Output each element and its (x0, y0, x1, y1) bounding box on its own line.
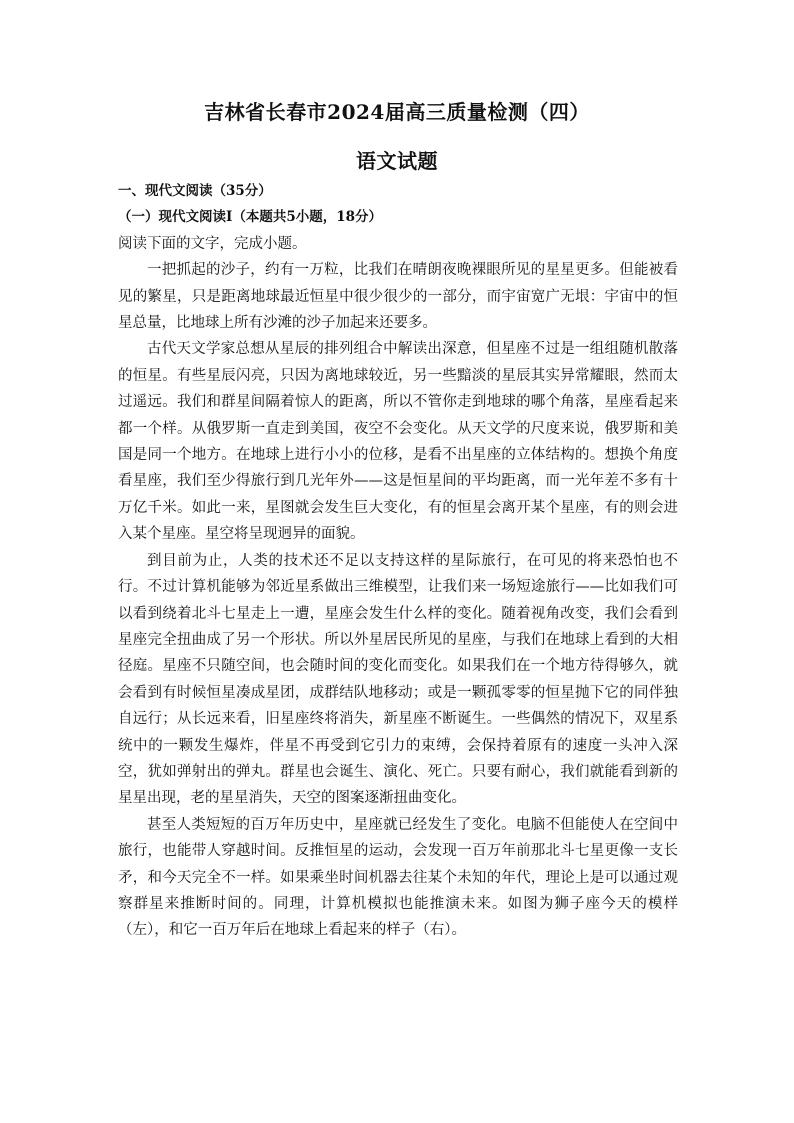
subsection-heading: （一）现代文阅读I（本题共5小题，18分） (118, 209, 382, 226)
exam-title: 吉林省长春市2024届高三质量检测（四） (204, 100, 590, 124)
document-body (118, 178, 678, 944)
passage-paragraph: 古代天文学家总想从星辰的排列组合中解读出深意，但星座不过是一组组随机散落的恒星。有些星辰闪亮，只因为离地球较近，另一些黯淡的星辰其实异常耀眼，然而太过遥远。我们和群星间隔着惊人的距离，所以不管你走到地球的哪个角落，星座看起来都一个样。从俄罗斯一直走到美国，夜空不会变化。从天文学的尺度来说，俄罗斯和美国是同一个地方。在地球上进行小小的位移，是看不出星座的立体结构的。想换个角度看星座，我们至少得旅行到几光年外——这是恒星间的平均距离，而一光年差不多有十万亿千米。如此一来，星图就会发生巨大变化，有的恒星会离开某个星座，有的则会进入某个星座。星空将呈现迥异的面貌。 (118, 341, 678, 543)
section-heading: 一、现代文阅读（35分） (118, 183, 272, 199)
reading-instruction: 阅读下面的文字，完成小题。 (118, 235, 307, 252)
passage-paragraph: 到目前为止，人类的技术还不足以支持这样的星际旅行，在可见的将来恐怕也不行。不过计算机能够为邻近星系做出三维模型，让我们来一场短途旅行——比如我们可以看到绕着北斗七星走上一遭，星座会发生什么样的变化。随着视角改变，我们会看到星座完全扭曲成了另一个形状。所以外星居民所见的星座，与我们在地球上看到的大相径庭。星座不只随空间，也会随时间的变化而变化。如果我们在一个地方待得够久，就会看到有时候恒星凑成星团，成群结队地移动；或是一颗孤零零的恒星抛下它的同伴独自远行；从长远来看，旧星座终将消失，新星座不断诞生。一些偶然的情况下，双星系统中的一颗发生爆炸，伴星不再受到它引力的束缚，会保持着原有的速度一头冲入深空，犹如弹射出的弹丸。群星也会诞生、演化、死亡。只要有耐心，我们就能看到新的星星出现，老的星星消失，天空的图案逐渐扭曲变化。 (118, 552, 678, 807)
passage-paragraph: 一把抓起的沙子，约有一万粒，比我们在晴朗夜晚裸眼所见的星星更多。但能被看见的繁星，只是距离地球最近恒星中很少很少的一部分，而宇宙宽广无垠：宇宙中的恒星总量，比地球上所有沙滩的沙子加起来还要多。 (118, 262, 678, 332)
exam-subject: 语文试题 (356, 149, 438, 173)
passage-paragraph: 甚至人类短短的百万年历史中，星座就已经发生了变化。电脑不但能使人在空间中旅行，也能带人穿越时间。反推恒星的运动，会发现一百万年前那北斗七星更像一支长矛，和今天完全不一样。如果乘坐时间机器去往某个未知的年代，理论上是可以通过观察群星来推断时间的。同理，计算机模拟也能推演未来。如图为狮子座今天的模样（左），和它一百万年后在地球上看起来的样子（右）。 (118, 816, 678, 939)
